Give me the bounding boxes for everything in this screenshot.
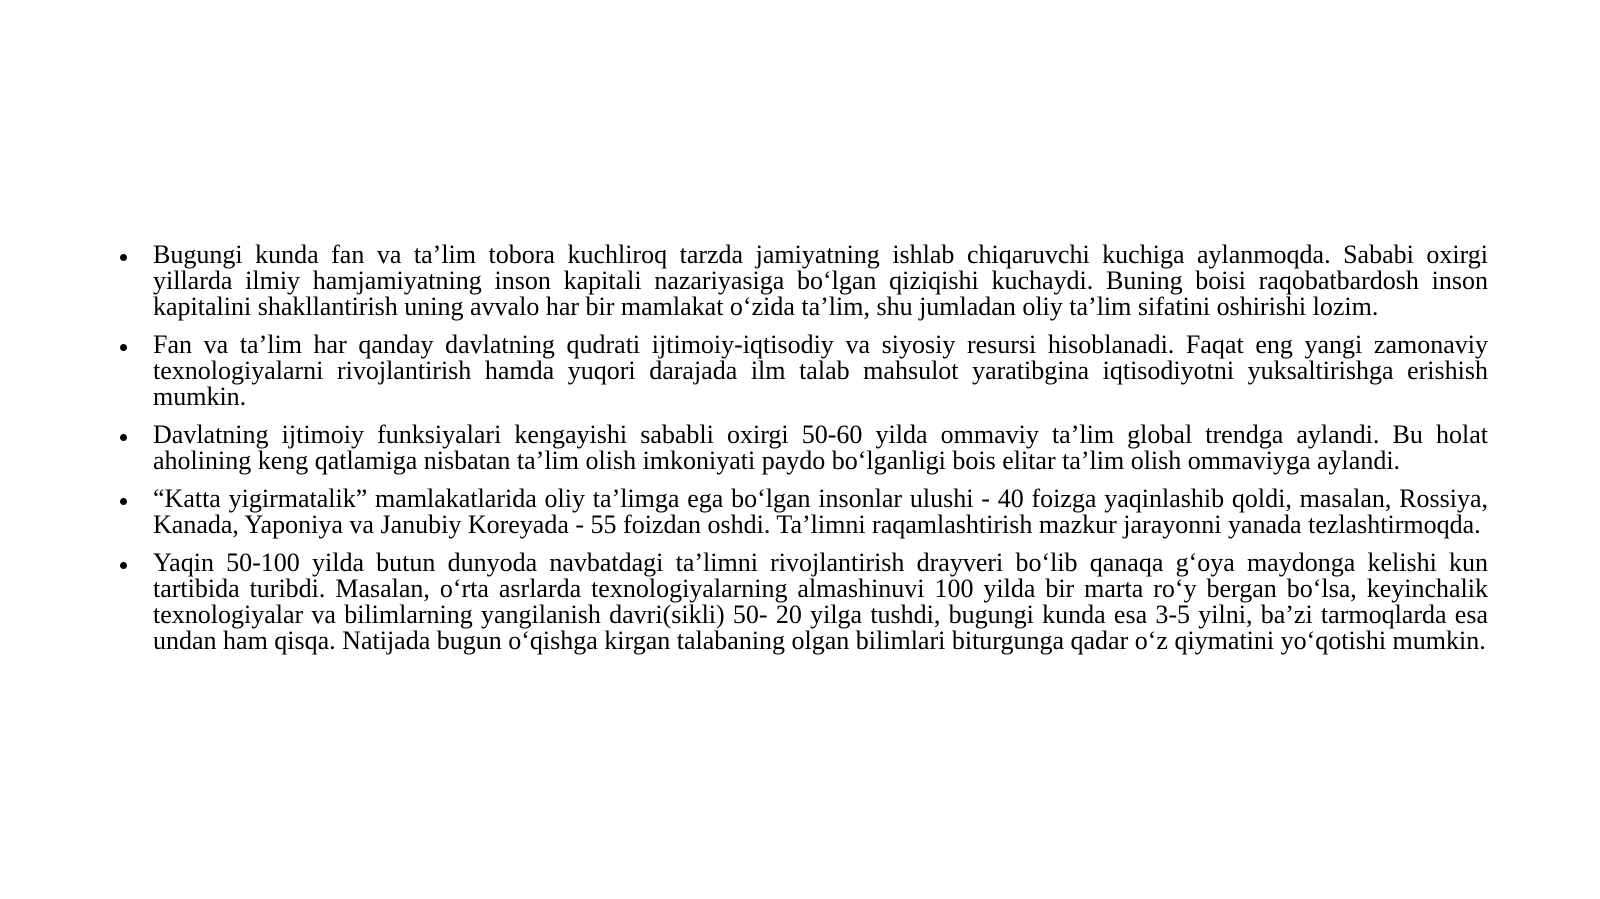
bullet-text: Yaqin 50-100 yilda butun dunyoda navbatdagi ta’limni rivojlantirish drayveri bo‘lib qanaqa g‘oya maydonga kelishi kun tartibida turibdi. Masalan, o‘rta asrlarda texnologiyalarning almashinuvi 100 yilda bir marta ro‘y bergan bo‘lsa, keyinchalik texnologiyalar va bilimlarning yangilanish davri(sikli) 50- 20 yilga tushdi, bugungi kunda esa 3-5 yilni, ba’zi tarmoqlarda esa undan ham qisqa. Natijada bugun o‘qishga kirgan talabaning olgan bilimlari biturgunga qadar o‘z qiymatini yo‘qotishi mumkin.	[153, 548, 1488, 655]
bullet-text: “Katta yigirmatalik” mamlakatlarida oliy ta’limga ega bo‘lgan insonlar ulushi - 40 foizga yaqinlashib qoldi, masalan, Rossiya, Kanada, Yaponiya va Janubiy Koreyada - 55 foizdan oshdi. Ta’limni raqamlashtirish mazkur jarayonni yanada tezlashtirmoqda.	[153, 484, 1488, 539]
bullet-dot-icon	[120, 434, 127, 441]
bullet-text: Fan va ta’lim har qanday davlatning qudrati ijtimoiy-iqtisodiy va siyosiy resursi hisoblanadi. Faqat eng yangi zamonaviy texnologiyalarni rivojlantirish hamda yuqori darajada ilm talab mahsulot yaratibgina iqtisodiyotni yuksaltirishga erishish mumkin.	[153, 330, 1488, 411]
bullet-text: Davlatning ijtimoiy funksiyalari kengayishi sababli oxirgi 50-60 yilda ommaviy ta’lim global trendga aylandi. Bu holat aholining keng qatlamiga nisbatan ta’lim olish imkoniyati paydo bo‘lganligi bois elitar ta’lim olish ommaviyga aylandi.	[153, 420, 1488, 475]
bullet-item	[118, 242, 1488, 320]
bullet-dot-icon	[120, 254, 127, 261]
bullet-item	[118, 486, 1488, 538]
bullet-item	[118, 332, 1488, 410]
bullet-list	[118, 242, 1488, 666]
bullet-dot-icon	[120, 344, 127, 351]
bullet-dot-icon	[120, 498, 127, 505]
bullet-item	[118, 422, 1488, 474]
bullet-dot-icon	[120, 562, 127, 569]
bullet-item	[118, 550, 1488, 654]
bullet-text: Bugungi kunda fan va ta’lim tobora kuchliroq tarzda jamiyatning ishlab chiqaruvchi kuchiga aylanmoqda. Sababi oxirgi yillarda ilmiy hamjamiyatning inson kapitali nazariyasiga bo‘lgan qiziqishi kuchaydi. Buning boisi raqobatbardosh inson kapitalini shakllantirish uning avvalo har bir mamlakat o‘zida ta’lim, shu jumladan oliy ta’lim sifatini oshirishi lozim.	[153, 240, 1488, 321]
